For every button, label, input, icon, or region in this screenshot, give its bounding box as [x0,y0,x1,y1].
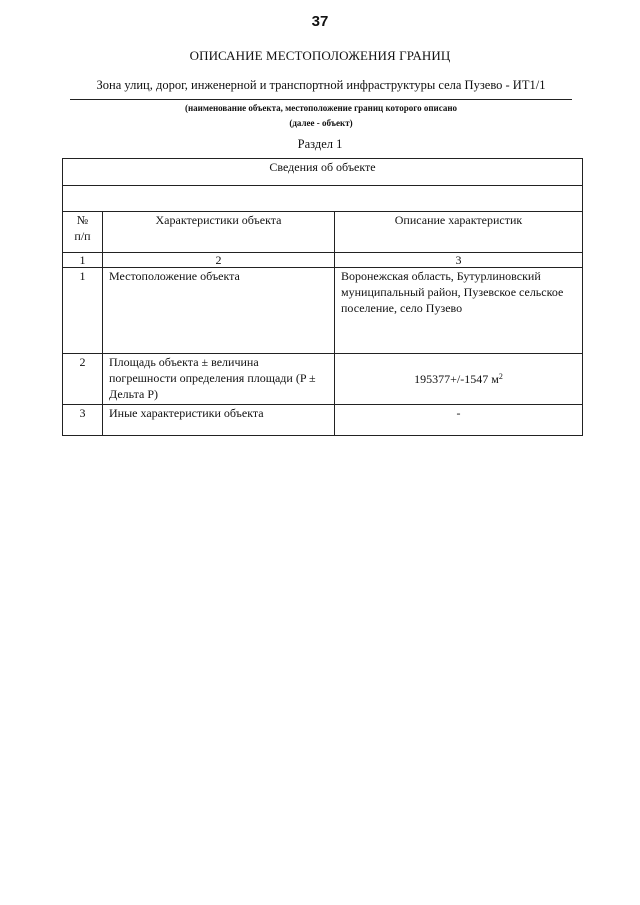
table-empty-row [63,186,583,212]
table-title-row [63,159,583,186]
column-index-row [63,253,583,268]
column-index-3: 3 [335,253,583,268]
header-number [63,212,103,253]
object-name-note: (наименование объекта, местоположение границ которого описано [184,103,458,113]
row-number: 2 [63,354,103,405]
page-number: 37 [311,13,329,30]
object-name-underline [70,99,572,100]
header-number-sign: № [76,213,89,227]
row-description: - [335,405,583,436]
row-description [335,354,583,405]
header-characteristics: Характеристики объекта [103,212,335,253]
header-description: Описание характеристик [335,212,583,253]
table-title: Сведения об объекте [63,159,583,186]
row-number: 3 [63,405,103,436]
column-index-2: 2 [103,253,335,268]
header-number-abbr: п/п [74,229,91,243]
area-unit-exponent: 2 [498,372,503,381]
empty-cell [63,186,583,212]
row-number: 1 [63,268,103,354]
table-row [63,405,583,436]
object-name: Зона улиц, дорог, инженерной и транспортной инфраструктуры села Пузево - ИТ1/1 [96,78,546,92]
row-characteristic: Площадь объекта ± величина погрешности определения площади (P ± Дельта P) [103,354,335,405]
column-index-1: 1 [63,253,103,268]
row-characteristic: Иные характеристики объекта [103,405,335,436]
area-value: 195377+/-1547 м [414,372,499,386]
object-info-table [62,158,583,436]
table-row [63,354,583,405]
section-heading: Раздел 1 [297,137,343,151]
row-description: Воронежская область, Бутурлиновский муниципальный район, Пузевское сельское поселение, село Пузево [335,268,583,354]
table-row [63,268,583,354]
table-header-row [63,212,583,253]
document-title: ОПИСАНИЕ МЕСТОПОЛОЖЕНИЯ ГРАНИЦ [189,48,451,63]
object-name-note-continued: (далее - объект) [289,118,353,128]
row-characteristic: Местоположение объекта [103,268,335,354]
